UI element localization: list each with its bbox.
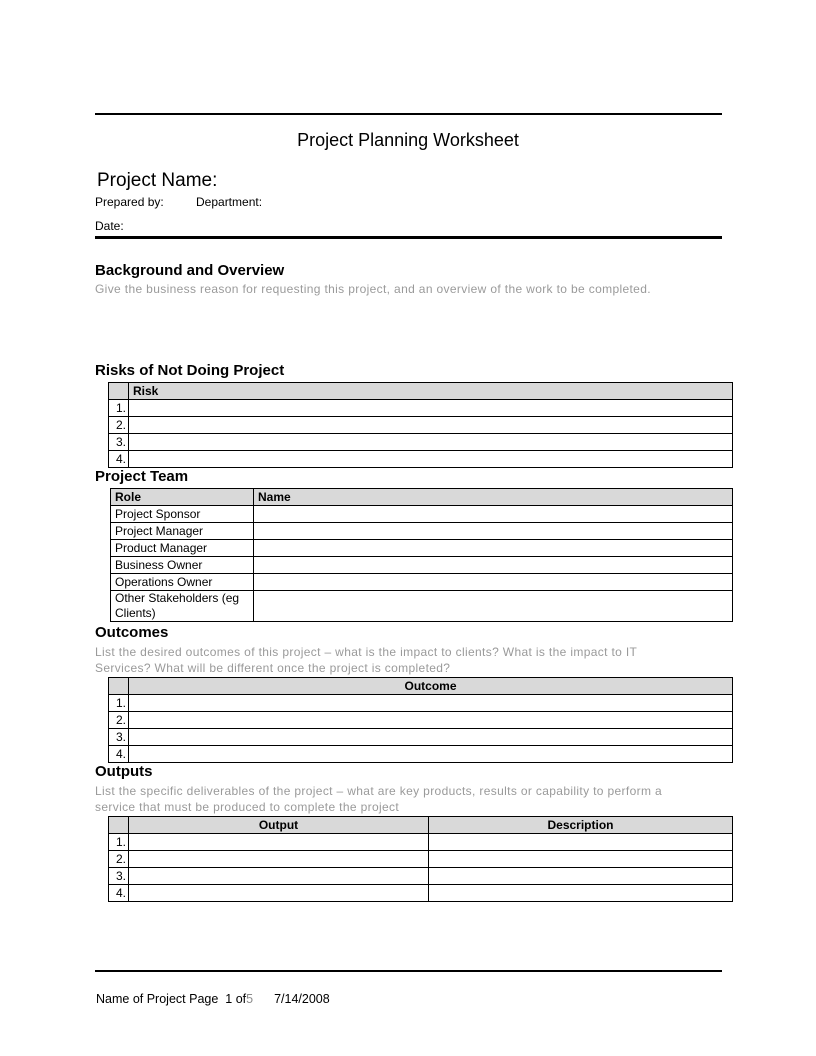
outcome-cell[interactable] bbox=[129, 712, 733, 729]
background-heading: Background and Overview bbox=[95, 262, 285, 279]
risk-cell[interactable] bbox=[129, 434, 733, 451]
outcomes-hint: List the desired outcomes of this project – what is the impact to clients? What is the impact to IT Services? What will be different once the project is completed? bbox=[95, 645, 637, 675]
team-heading: Project Team bbox=[95, 468, 189, 485]
table-row bbox=[109, 434, 733, 451]
role-column-header: Role bbox=[111, 489, 254, 506]
name-cell[interactable] bbox=[254, 540, 733, 557]
description-cell[interactable] bbox=[429, 851, 733, 868]
name-cell[interactable] bbox=[254, 591, 733, 622]
output-cell[interactable] bbox=[129, 834, 429, 851]
outcome-cell[interactable] bbox=[129, 746, 733, 763]
output-cell[interactable] bbox=[129, 851, 429, 868]
footer-page-total: 5 bbox=[246, 992, 254, 1006]
header-rule bbox=[95, 236, 722, 239]
risk-cell[interactable] bbox=[129, 400, 733, 417]
risk-cell[interactable] bbox=[129, 451, 733, 468]
row-number: 2. bbox=[109, 712, 129, 729]
footer-rule bbox=[95, 970, 722, 972]
team-header-row bbox=[111, 489, 733, 506]
project-name-label: Project Name: bbox=[97, 170, 218, 191]
role-cell: Other Stakeholders (eg Clients) bbox=[111, 591, 254, 622]
description-cell[interactable] bbox=[429, 868, 733, 885]
outputs-hint: List the specific deliverables of the project – what are key products, results or capability to perform a service that must be produced to complete the project bbox=[95, 784, 663, 814]
table-row bbox=[111, 591, 733, 622]
row-number: 3. bbox=[109, 434, 129, 451]
row-number: 2. bbox=[109, 851, 129, 868]
table-row bbox=[109, 729, 733, 746]
page-footer bbox=[96, 992, 330, 1006]
outcome-cell[interactable] bbox=[129, 695, 733, 712]
name-cell[interactable] bbox=[254, 574, 733, 591]
outputs-table bbox=[108, 816, 733, 902]
prepared-by-label: Prepared by: bbox=[95, 195, 164, 209]
table-row bbox=[109, 746, 733, 763]
table-row bbox=[111, 523, 733, 540]
role-cell: Product Manager bbox=[111, 540, 254, 557]
outcome-column-header: Outcome bbox=[129, 678, 733, 695]
output-column-header: Output bbox=[129, 817, 429, 834]
table-row bbox=[109, 417, 733, 434]
table-row bbox=[109, 712, 733, 729]
table-row bbox=[111, 557, 733, 574]
row-number: 4. bbox=[109, 885, 129, 902]
row-number: 3. bbox=[109, 868, 129, 885]
date-label: Date: bbox=[95, 219, 124, 233]
row-number: 1. bbox=[109, 834, 129, 851]
table-row bbox=[109, 695, 733, 712]
outcomes-table bbox=[108, 677, 733, 763]
table-row bbox=[111, 540, 733, 557]
row-number: 2. bbox=[109, 417, 129, 434]
risks-heading: Risks of Not Doing Project bbox=[95, 362, 285, 379]
footer-of-label: of bbox=[235, 992, 247, 1006]
role-cell: Project Manager bbox=[111, 523, 254, 540]
footer-date: 7/14/2008 bbox=[274, 992, 330, 1006]
name-cell[interactable] bbox=[254, 506, 733, 523]
description-cell[interactable] bbox=[429, 885, 733, 902]
row-number: 4. bbox=[109, 451, 129, 468]
outcomes-index-header bbox=[109, 678, 129, 695]
outcomes-heading: Outcomes bbox=[95, 624, 169, 641]
outputs-index-header bbox=[109, 817, 129, 834]
output-cell[interactable] bbox=[129, 885, 429, 902]
risks-table bbox=[108, 382, 733, 468]
team-table bbox=[110, 488, 733, 622]
background-hint: Give the business reason for requesting this project, and an overview of the work to be completed. bbox=[95, 282, 651, 296]
risks-column-header: Risk bbox=[129, 383, 733, 400]
footer-page-current: 1 bbox=[225, 992, 233, 1006]
outputs-header-row bbox=[109, 817, 733, 834]
risks-index-header bbox=[109, 383, 129, 400]
table-row bbox=[111, 506, 733, 523]
role-cell: Project Sponsor bbox=[111, 506, 254, 523]
risks-header-row bbox=[109, 383, 733, 400]
table-row bbox=[109, 451, 733, 468]
top-rule bbox=[95, 113, 722, 115]
description-column-header: Description bbox=[429, 817, 733, 834]
department-label: Department: bbox=[196, 195, 263, 209]
table-row bbox=[109, 885, 733, 902]
outcomes-header-row bbox=[109, 678, 733, 695]
table-row bbox=[109, 834, 733, 851]
row-number: 1. bbox=[109, 400, 129, 417]
table-row bbox=[109, 400, 733, 417]
role-cell: Operations Owner bbox=[111, 574, 254, 591]
table-row bbox=[109, 851, 733, 868]
table-row bbox=[111, 574, 733, 591]
name-cell[interactable] bbox=[254, 557, 733, 574]
document-title: Project Planning Worksheet bbox=[297, 130, 519, 150]
name-column-header: Name bbox=[254, 489, 733, 506]
output-cell[interactable] bbox=[129, 868, 429, 885]
outcome-cell[interactable] bbox=[129, 729, 733, 746]
row-number: 1. bbox=[109, 695, 129, 712]
footer-project-label: Name of Project bbox=[96, 992, 186, 1006]
footer-page-label: Page bbox=[189, 992, 219, 1006]
role-cell: Business Owner bbox=[111, 557, 254, 574]
row-number: 3. bbox=[109, 729, 129, 746]
row-number: 4. bbox=[109, 746, 129, 763]
table-row bbox=[109, 868, 733, 885]
description-cell[interactable] bbox=[429, 834, 733, 851]
outputs-heading: Outputs bbox=[95, 763, 153, 780]
risk-cell[interactable] bbox=[129, 417, 733, 434]
name-cell[interactable] bbox=[254, 523, 733, 540]
